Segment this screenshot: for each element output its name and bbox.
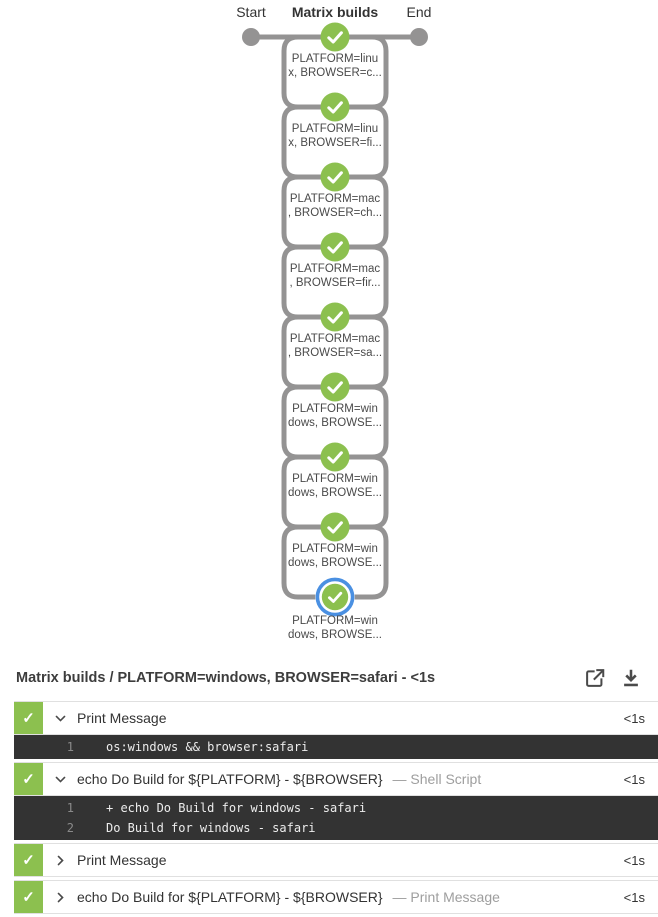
console-line xyxy=(14,737,658,757)
console-line xyxy=(14,818,658,838)
matrix-node-7[interactable] xyxy=(321,443,350,472)
chevron-down-icon[interactable] xyxy=(54,712,67,725)
node-label-8: PLATFORM=win dows, BROWSE... xyxy=(288,543,382,569)
step-shell-script xyxy=(14,762,658,840)
stage-label-end: End xyxy=(406,4,432,20)
step-status-success xyxy=(14,881,43,913)
stage-label-start: Start xyxy=(236,4,266,20)
stage-label-matrix-builds[interactable]: Matrix builds xyxy=(291,4,379,20)
step-status-success xyxy=(14,702,43,734)
branch-result-header xyxy=(0,663,658,693)
step-print-message-1 xyxy=(14,701,658,759)
step-header[interactable] xyxy=(14,843,658,877)
step-header[interactable] xyxy=(14,880,658,914)
download-log-button[interactable] xyxy=(618,665,644,691)
matrix-node-6[interactable] xyxy=(321,373,350,402)
matrix-node-9-selected[interactable] xyxy=(315,577,355,617)
matrix-node-8[interactable] xyxy=(321,513,350,542)
step-echo-print-message xyxy=(14,880,658,914)
console-line-number[interactable]: 2 xyxy=(66,821,74,835)
matrix-node-2[interactable] xyxy=(321,93,350,122)
console-log xyxy=(14,735,658,759)
step-status-success xyxy=(14,844,43,876)
step-header[interactable] xyxy=(14,701,658,735)
step-subtitle: — Shell Script xyxy=(392,771,482,787)
chevron-right-icon[interactable] xyxy=(54,891,67,904)
chevron-down-icon[interactable] xyxy=(54,773,67,786)
step-label: Print Message xyxy=(77,852,167,868)
node-label-3: PLATFORM=mac , BROWSER=ch... xyxy=(287,193,383,219)
chevron-right-icon[interactable] xyxy=(54,854,67,867)
step-label: echo Do Build for ${PLATFORM} - ${BROWSER} xyxy=(77,771,383,787)
open-in-new-icon xyxy=(584,667,606,689)
step-subtitle: — Print Message xyxy=(392,889,500,905)
node-label-9: PLATFORM=win dows, BROWSE... xyxy=(288,615,382,641)
node-label-1: PLATFORM=linu x, BROWSER=c... xyxy=(288,53,382,79)
start-node-dot xyxy=(242,28,260,46)
console-line-number[interactable]: 1 xyxy=(66,801,74,815)
step-label: echo Do Build for ${PLATFORM} - ${BROWSER} xyxy=(77,889,383,905)
node-label-6: PLATFORM=win dows, BROWSE... xyxy=(288,403,382,429)
step-status-success xyxy=(14,763,43,795)
step-duration: <1s xyxy=(623,710,645,726)
matrix-node-5[interactable] xyxy=(321,303,350,332)
step-list xyxy=(0,701,658,914)
branch-result-title: Matrix builds / PLATFORM=windows, BROWSER=safari - <1s xyxy=(16,670,436,686)
node-label-7: PLATFORM=win dows, BROWSE... xyxy=(288,473,382,499)
node-label-2: PLATFORM=linu x, BROWSER=fi... xyxy=(288,123,382,149)
open-in-new-window-button[interactable] xyxy=(582,665,608,691)
console-line-number[interactable]: 1 xyxy=(66,740,74,754)
step-header[interactable] xyxy=(14,762,658,796)
check-icon: ✓ xyxy=(22,770,35,788)
check-icon: ✓ xyxy=(22,888,35,906)
step-duration: <1s xyxy=(623,852,645,868)
end-node-dot xyxy=(410,28,428,46)
matrix-node-1[interactable] xyxy=(321,23,350,52)
console-log xyxy=(14,796,658,840)
matrix-node-3[interactable] xyxy=(321,163,350,192)
node-label-5: PLATFORM=mac , BROWSER=sa... xyxy=(287,333,383,359)
console-line-text: os:windows && browser:safari xyxy=(106,740,309,754)
step-duration: <1s xyxy=(623,771,645,787)
node-label-4: PLATFORM=mac , BROWSER=fir... xyxy=(289,263,381,289)
console-line xyxy=(14,798,658,818)
step-label: Print Message xyxy=(77,710,167,726)
step-duration: <1s xyxy=(623,889,645,905)
console-line-text: + echo Do Build for windows - safari xyxy=(106,801,367,815)
matrix-node-4[interactable] xyxy=(321,233,350,262)
step-print-message-2 xyxy=(14,843,658,877)
download-icon xyxy=(620,667,642,689)
console-line-text: Do Build for windows - safari xyxy=(106,821,316,835)
check-icon: ✓ xyxy=(22,851,35,869)
check-icon: ✓ xyxy=(22,709,35,727)
